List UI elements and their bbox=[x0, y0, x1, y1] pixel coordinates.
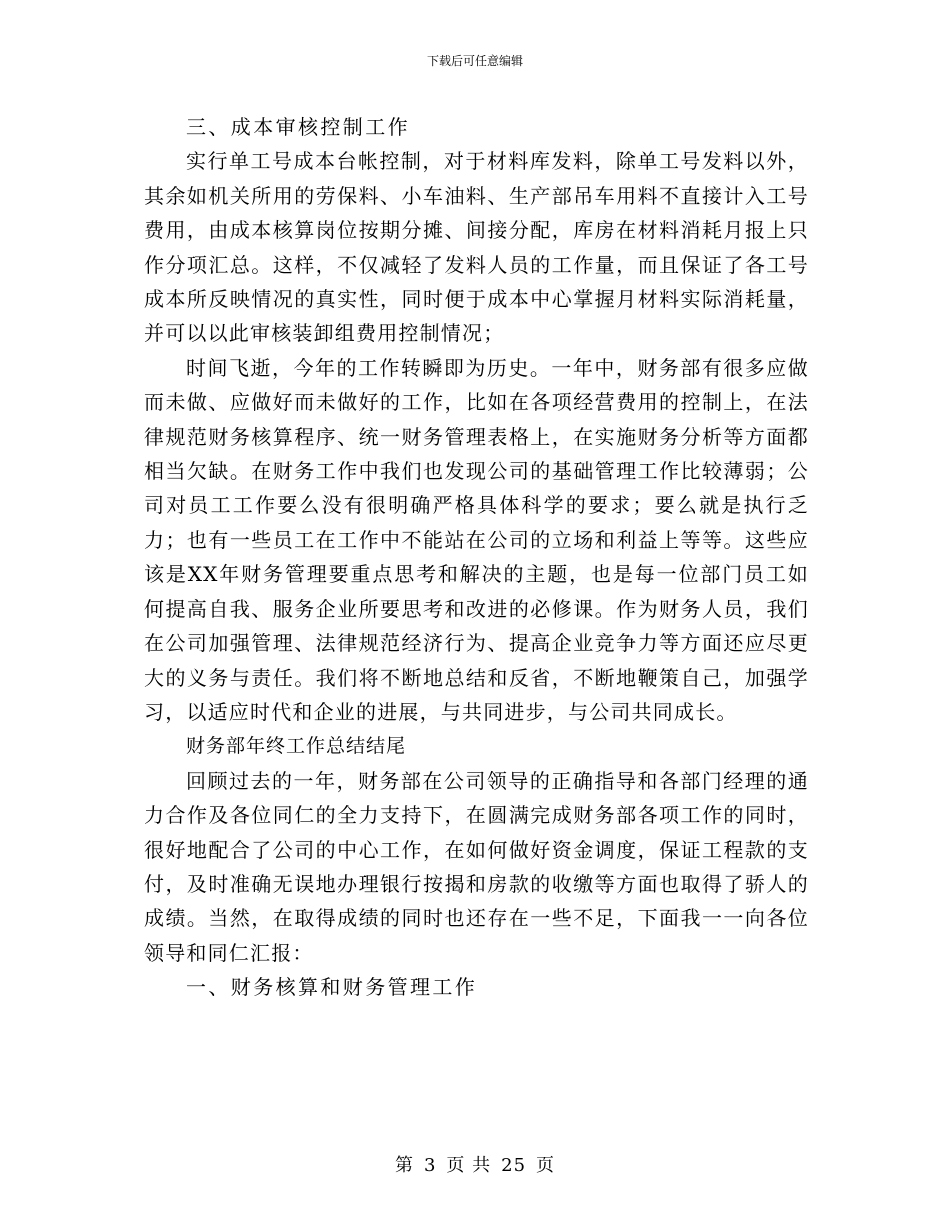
section-heading-accounting: 一、财务核算和财务管理工作 bbox=[186, 975, 478, 1000]
total-pages: 25 bbox=[501, 1155, 527, 1176]
paragraph-cost-control: 实行单工号成本台帐控制，对于材料库发料，除单工号发料以外，其余如机关所用的劳保料、小车油料、生产部吊车用料不直接计入工号费用，由成本核算岗位按期分摊、间接分配，库房在材料消耗月报上只作分项汇总。这样，不仅减轻了发料人员的工作量，而且保证了各工号成本所反映情况的真实性，同时便于成本中心掌握月材料实际消耗量，并可以以此审核装卸组费用控制情况； bbox=[144, 149, 809, 346]
document-body bbox=[144, 110, 809, 1005]
subtitle-year-end-summary: 财务部年终工作总结结尾 bbox=[186, 735, 407, 758]
download-note: 下载后可任意编辑 bbox=[426, 54, 523, 68]
footer-prefix: 第 bbox=[394, 1155, 414, 1176]
footer-suffix: 页 bbox=[536, 1155, 556, 1176]
paragraph-review: 回顾过去的一年，财务部在公司领导的正确指导和各部门经理的通力合作及各位同仁的全力支持下，在圆满完成财务部各项工作的同时，很好地配合了公司的中心工作，在如何做好资金调度，保证工程款的支付，及时准确无误地办理银行按揭和房款的收缴等方面也取得了骄人的成绩。当然，在取得成绩的同时也还存在一些不足，下面我一一向各位领导和同仁汇报： bbox=[144, 768, 809, 965]
page-footer bbox=[0, 1155, 950, 1177]
paragraph-reflection: 时间飞逝，今年的工作转瞬即为历史。一年中，财务部有很多应做而未做、应做好而未做好的工作，比如在各项经营费用的控制上，在法律规范财务核算程序、统一财务管理表格上，在实施财务分析等方面都相当欠缺。在财务工作中我们也发现公司的基础管理工作比较薄弱；公司对员工工作要么没有很明确严格具体科学的要求；要么就是执行乏力；也有一些员工在工作中不能站在公司的立场和利益上等等。这些应该是XX年财务管理要重点思考和解决的主题，也是每一位部门员工如何提高自我、服务企业所要思考和改进的必修课。作为财务人员，我们在公司加强管理、法律规范经济行为、提高企业竞争力等方面还应尽更大的义务与责任。我们将不断地总结和反省，不断地鞭策自己，加强学习，以适应时代和企业的进展，与共同进步，与公司共同成长。 bbox=[144, 355, 809, 724]
section-heading-cost-audit: 三、成本审核控制工作 bbox=[186, 115, 410, 139]
footer-middle: 页 共 bbox=[446, 1155, 492, 1176]
page-number: 3 bbox=[423, 1155, 437, 1176]
